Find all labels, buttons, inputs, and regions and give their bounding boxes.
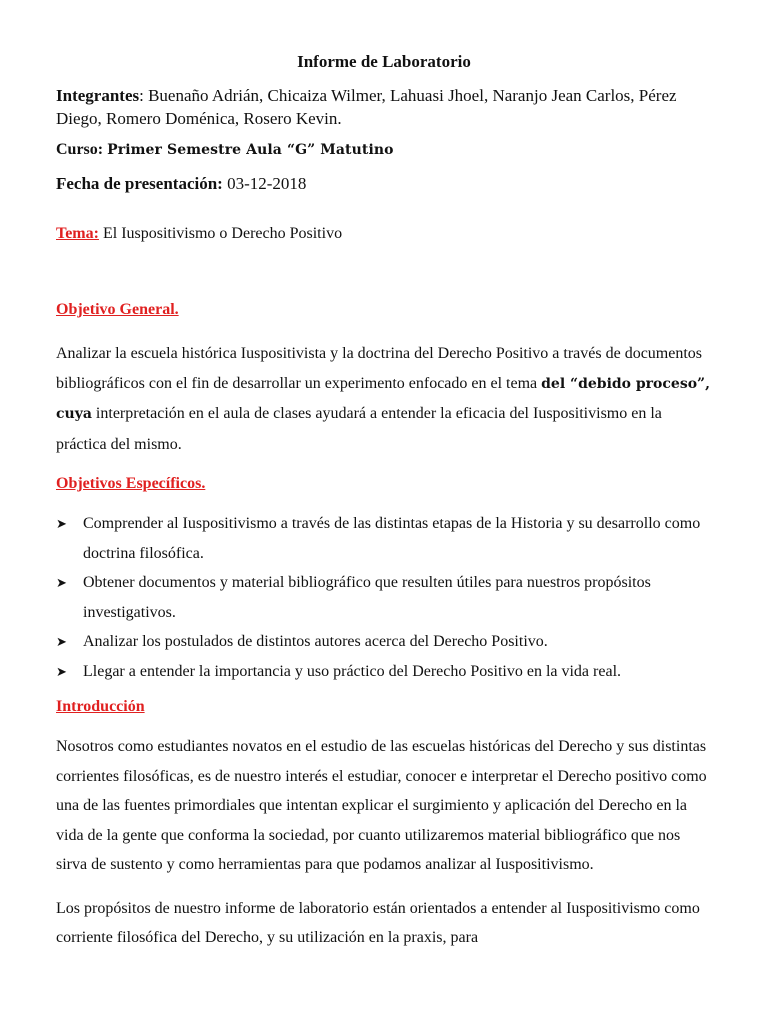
integrantes-line bbox=[56, 84, 712, 130]
introduccion-paragraph-2: Los propósitos de nuestro informe de laboratorio están orientados a entender al Iuspositivismo como corriente filosófica del Derecho, y su utilización en la praxis, para bbox=[56, 899, 700, 946]
curso-value: Primer Semestre Aula “G” Matutino bbox=[107, 142, 394, 158]
tema-line bbox=[56, 223, 712, 245]
fecha-label: Fecha de presentación: bbox=[56, 174, 223, 193]
introduccion-heading: Introducción bbox=[56, 698, 145, 715]
objetivo-general-text-bold: del “debido proceso”, cuya bbox=[56, 375, 710, 422]
list-item bbox=[56, 657, 712, 687]
fecha-line bbox=[56, 172, 712, 195]
list-item bbox=[56, 568, 712, 627]
list-item bbox=[56, 509, 712, 568]
list-item bbox=[56, 627, 712, 657]
objetivos-especificos-list bbox=[56, 509, 712, 686]
tema-label: Tema: bbox=[56, 225, 99, 242]
objetivo-general-heading: Objetivo General. bbox=[56, 301, 179, 318]
tema-value: El Iuspositivismo o Derecho Positivo bbox=[102, 225, 343, 242]
arrow-bullet-icon: ➤ bbox=[56, 575, 67, 590]
integrantes-label: Integrantes bbox=[56, 86, 140, 105]
integrantes-value: : Buenaño Adrián, Chicaiza Wilmer, Lahuasi Jhoel, Naranjo Jean Carlos, Pérez Diego, Romero Doménica, Rosero Kevin. bbox=[56, 86, 677, 128]
list-item-text: Comprender al Iuspositivismo a través de las distintas etapas de la Historia y su desarrollo como doctrina filosófica. bbox=[83, 515, 701, 562]
document-title: Informe de Laboratorio bbox=[297, 52, 471, 71]
list-item-text: Analizar los postulados de distintos autores acerca del Derecho Positivo. bbox=[83, 633, 548, 650]
curso-label: Curso: bbox=[56, 141, 104, 158]
objetivo-general-paragraph bbox=[56, 339, 712, 459]
list-item-text: Llegar a entender la importancia y uso práctico del Derecho Positivo en la vida real. bbox=[83, 662, 622, 680]
objetivos-especificos-heading: Objetivos Específicos. bbox=[56, 475, 206, 492]
arrow-bullet-icon: ➤ bbox=[56, 663, 67, 679]
objetivo-general-text-before: Analizar la escuela histórica Iuspositivista y la doctrina del Derecho Positivo a través de documentos bibliográficos con el fin de desarrollar un experimento enfocado en el tema bbox=[56, 345, 703, 392]
arrow-bullet-icon: ➤ bbox=[56, 516, 67, 531]
introduccion-paragraph-1: Nosotros como estudiantes novatos en el estudio de las escuelas históricas del Derecho y sus distintas corrientes filosóficas, es de nuestro interés el estudiar, conocer e interpretar el Derecho positivo como una de las fuentes primordiales que intentan explicar el surgimiento y aplicación del Derecho en la vida de la gente que conforma la sociedad, por cuanto utilizaremos material bibliográfico que nos sirva de sustento y como herramientas para que podamos analizar al Iuspositivismo. bbox=[56, 738, 707, 873]
curso-line bbox=[56, 138, 712, 162]
fecha-value: 03-12-2018 bbox=[227, 174, 307, 193]
list-item-text: Obtener documentos y material bibliográfico que resulten útiles para nuestros propósitos investigativos. bbox=[83, 574, 651, 621]
objetivo-general-text-after: interpretación en el aula de clases ayudará a entender la eficacia del Iuspositivismo en la práctica del mismo. bbox=[56, 405, 662, 453]
arrow-bullet-icon: ➤ bbox=[56, 634, 67, 649]
